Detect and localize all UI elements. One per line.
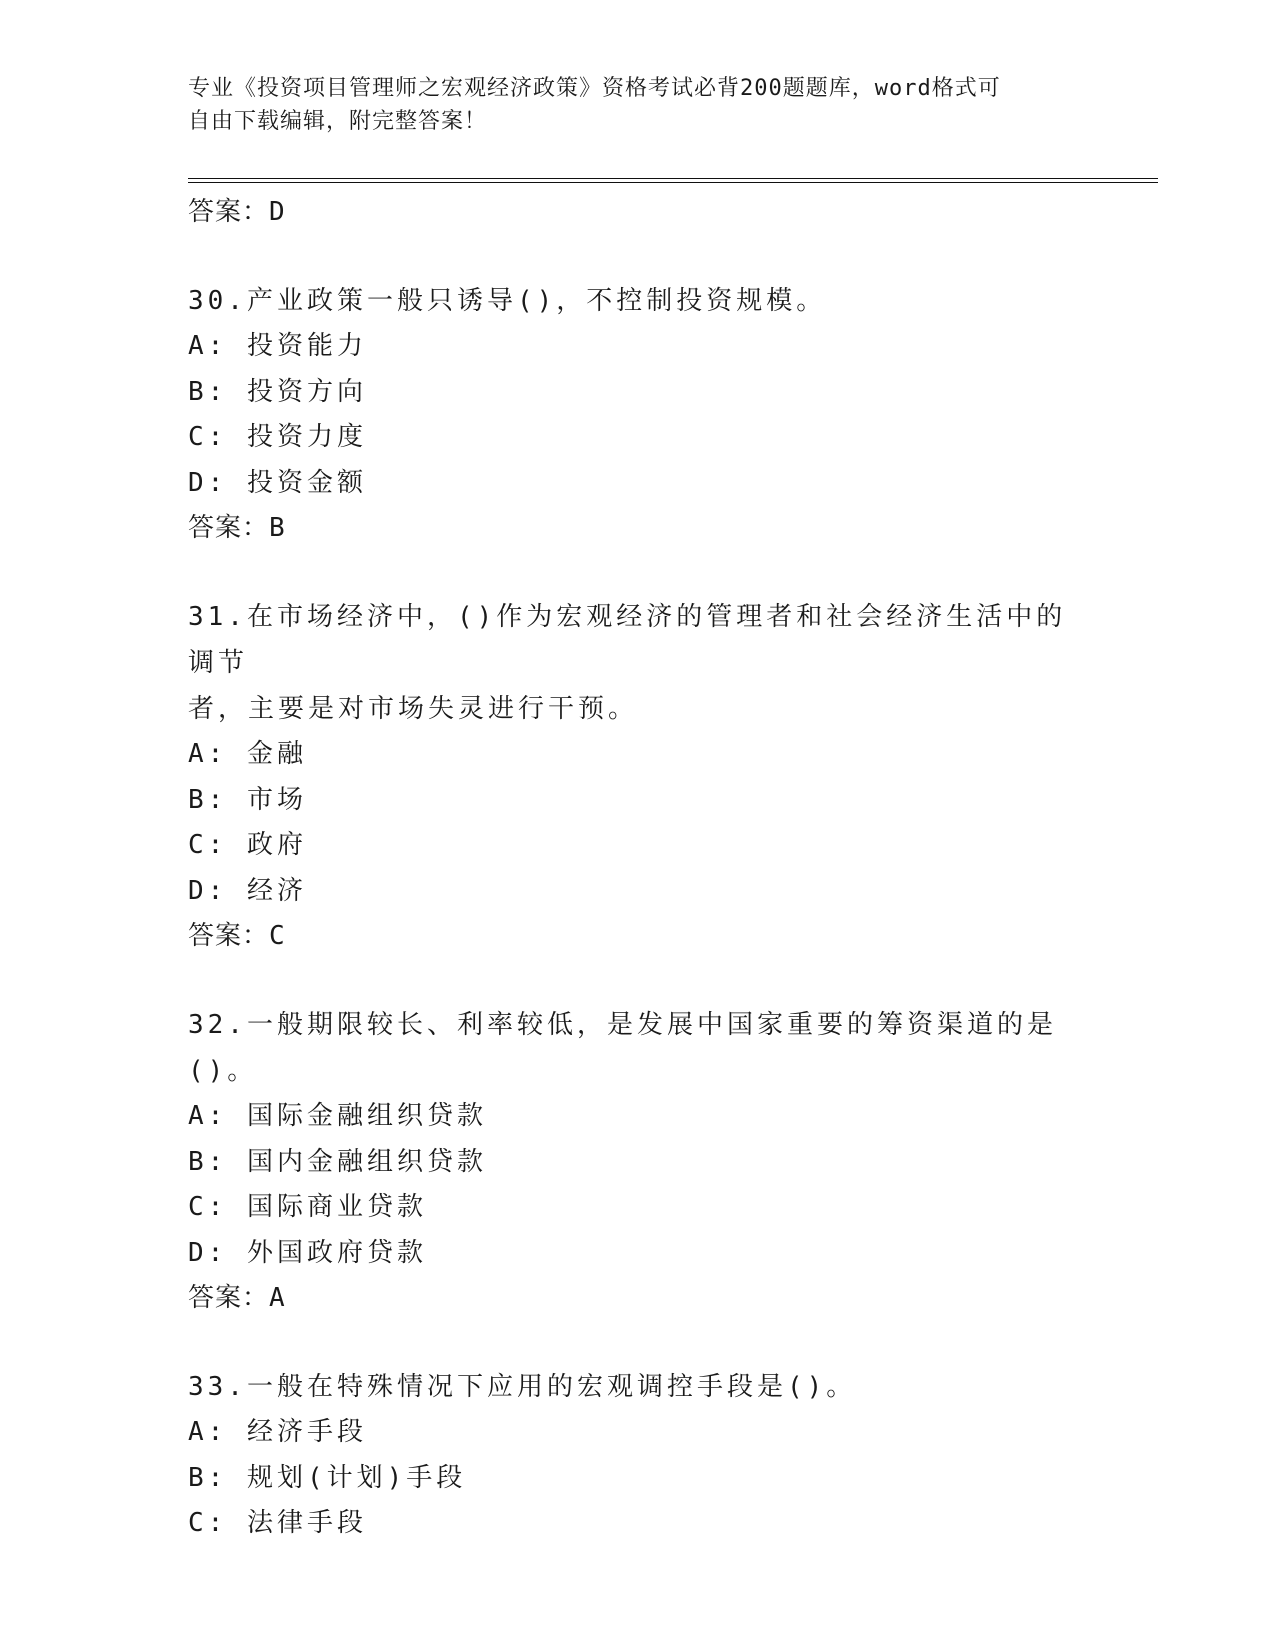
header-line-1: 专业《投资项目管理师之宏观经济政策》资格考试必背200题题库，word格式可 [188, 76, 1001, 101]
answer-line: 答案：B [188, 513, 286, 543]
option-a: A: 国际金融组织贷款 [188, 1101, 487, 1131]
option-b: B: 国内金融组织贷款 [188, 1146, 487, 1177]
option-c: C: 国际商业贷款 [188, 1192, 427, 1222]
option-d: D: 经济 [188, 875, 307, 906]
document-header [188, 72, 1088, 138]
option-b: B: 市场 [188, 784, 307, 815]
option-c: C: 政府 [188, 830, 307, 860]
option-a: A: 金融 [188, 739, 307, 769]
question-block-30 [188, 278, 1088, 550]
answer-line: 答案：C [188, 921, 286, 951]
question-block-31 [188, 594, 1088, 958]
answer-line: 答案：A [188, 1283, 286, 1313]
question-block-33 [188, 1364, 1088, 1547]
question-block-32 [188, 1002, 1088, 1320]
option-b: B: 规划(计划)手段 [188, 1462, 467, 1493]
question-list [188, 190, 1088, 1547]
question-stem-line-1: 31.在市场经济中，()作为宏观经济的管理者和社会经济生活中的调节 [188, 602, 1067, 678]
question-stem-line-2: 者，主要是对市场失灵进行干预。 [188, 694, 639, 724]
header-line-2: 自由下载编辑，附完整答案！ [188, 109, 488, 134]
answer-line: 答案：D [188, 197, 286, 227]
option-d: D: 外国政府贷款 [188, 1237, 427, 1268]
option-c: C: 法律手段 [188, 1508, 367, 1538]
question-stem: 32.一般期限较长、利率较低，是发展中国家重要的筹资渠道的是()。 [188, 1010, 1057, 1086]
option-a: A: 经济手段 [188, 1417, 367, 1447]
option-d: D: 投资金额 [188, 467, 367, 498]
option-c: C: 投资力度 [188, 422, 367, 452]
option-b: B: 投资方向 [188, 376, 367, 407]
option-a: A: 投资能力 [188, 331, 367, 361]
question-stem: 33.一般在特殊情况下应用的宏观调控手段是()。 [188, 1372, 857, 1402]
header-divider [188, 178, 1158, 183]
question-stem: 30.产业政策一般只诱导()，不控制投资规模。 [188, 286, 827, 316]
